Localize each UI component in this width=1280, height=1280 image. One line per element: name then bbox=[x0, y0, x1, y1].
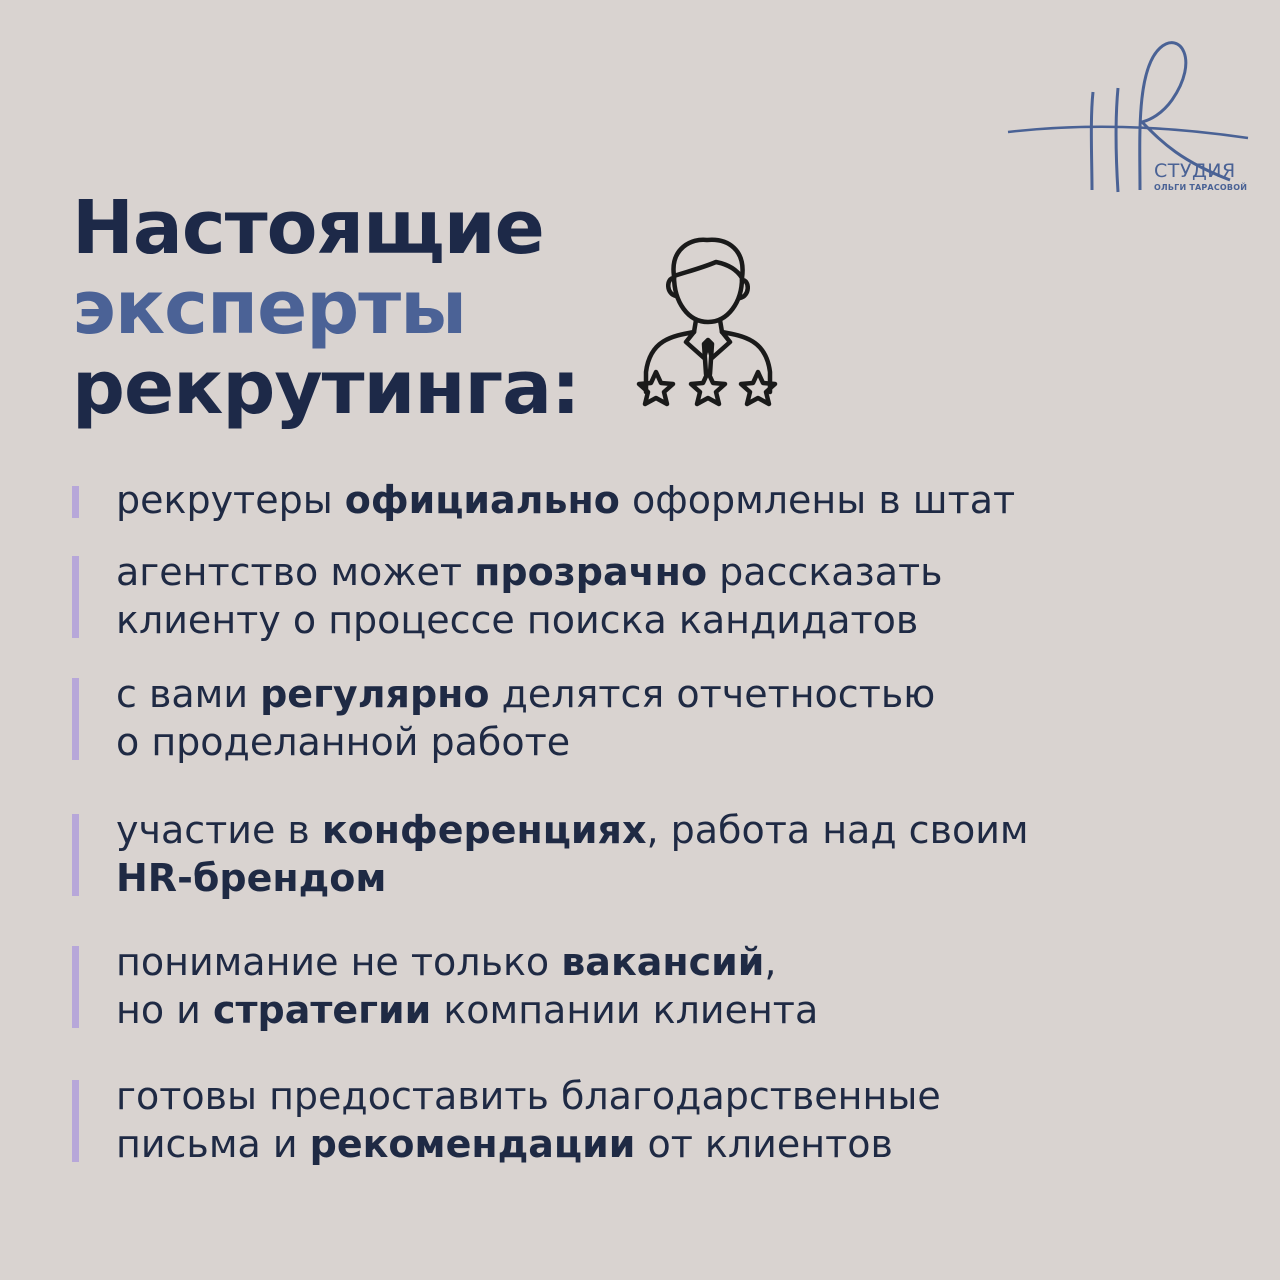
highlight-text: конференциях bbox=[321, 808, 647, 852]
body-text: понимание не только bbox=[116, 940, 562, 984]
highlight-text: регулярно bbox=[260, 672, 490, 716]
body-text: , работа над своим bbox=[646, 808, 1029, 852]
list-item-marker bbox=[72, 814, 79, 896]
body-text: агентство может bbox=[116, 550, 475, 594]
logo-owner-label: ОЛЬГИ ТАРАСОВОЙ bbox=[1154, 183, 1248, 192]
list-item bbox=[72, 1072, 1222, 1168]
list-item bbox=[72, 938, 1222, 1034]
list-item-line bbox=[116, 986, 818, 1034]
body-text: письма и bbox=[116, 1122, 310, 1166]
highlight-text: вакансий bbox=[561, 940, 765, 984]
highlight-text: HR-брендом bbox=[116, 856, 387, 900]
body-text: оформлены в штат bbox=[619, 478, 1016, 522]
body-text: клиенту о процессе поиска кандидатов bbox=[116, 598, 919, 642]
body-text: компании клиента bbox=[431, 988, 819, 1032]
list-item-line bbox=[116, 1120, 941, 1168]
body-text: делятся отчетностью bbox=[489, 672, 936, 716]
list-item-line bbox=[116, 476, 1015, 524]
list-item bbox=[72, 476, 1222, 524]
title-line-1: Настоящие bbox=[72, 185, 544, 271]
list-item-line bbox=[116, 806, 1029, 854]
list-item-marker bbox=[72, 486, 79, 518]
list-item bbox=[72, 806, 1222, 902]
list-item-text bbox=[116, 548, 943, 644]
list-item-marker bbox=[72, 1080, 79, 1162]
body-text: рекрутеры bbox=[116, 478, 345, 522]
list-item-text bbox=[116, 806, 1029, 902]
body-text: готовы предоставить благодарственные bbox=[116, 1074, 941, 1118]
body-text: с вами bbox=[116, 672, 261, 716]
list-item-line bbox=[116, 670, 935, 718]
list-item-text bbox=[116, 1072, 941, 1168]
body-text: рассказать bbox=[707, 550, 943, 594]
body-text: от клиентов bbox=[635, 1122, 893, 1166]
logo-studio-label: СТУДИЯ bbox=[1154, 160, 1236, 182]
page-title bbox=[72, 185, 580, 431]
highlight-text: рекомендации bbox=[309, 1122, 636, 1166]
list-item-text bbox=[116, 476, 1015, 524]
highlight-text: прозрачно bbox=[474, 550, 708, 594]
highlight-text: официально bbox=[344, 478, 620, 522]
list-item-line bbox=[116, 938, 818, 986]
list-item-marker bbox=[72, 678, 79, 760]
highlight-text: стратегии bbox=[212, 988, 432, 1032]
expert-with-three-stars-icon bbox=[632, 232, 782, 417]
list-item-line bbox=[116, 548, 943, 596]
list-item-line bbox=[116, 596, 943, 644]
list-item-line bbox=[116, 718, 935, 766]
body-text: но и bbox=[116, 988, 213, 1032]
list-item-marker bbox=[72, 946, 79, 1028]
title-line-2: эксперты bbox=[72, 265, 467, 351]
list-item-text bbox=[116, 670, 935, 766]
body-text: о проделанной работе bbox=[116, 720, 571, 764]
body-text: , bbox=[764, 940, 777, 984]
list-item-marker bbox=[72, 556, 79, 638]
list-item bbox=[72, 670, 1222, 766]
body-text: участие в bbox=[116, 808, 322, 852]
list-item-text bbox=[116, 938, 818, 1034]
list-item-line bbox=[116, 854, 1029, 902]
list-item bbox=[72, 548, 1222, 644]
list-item-line bbox=[116, 1072, 941, 1120]
title-line-3: рекрутинга: bbox=[72, 345, 580, 431]
